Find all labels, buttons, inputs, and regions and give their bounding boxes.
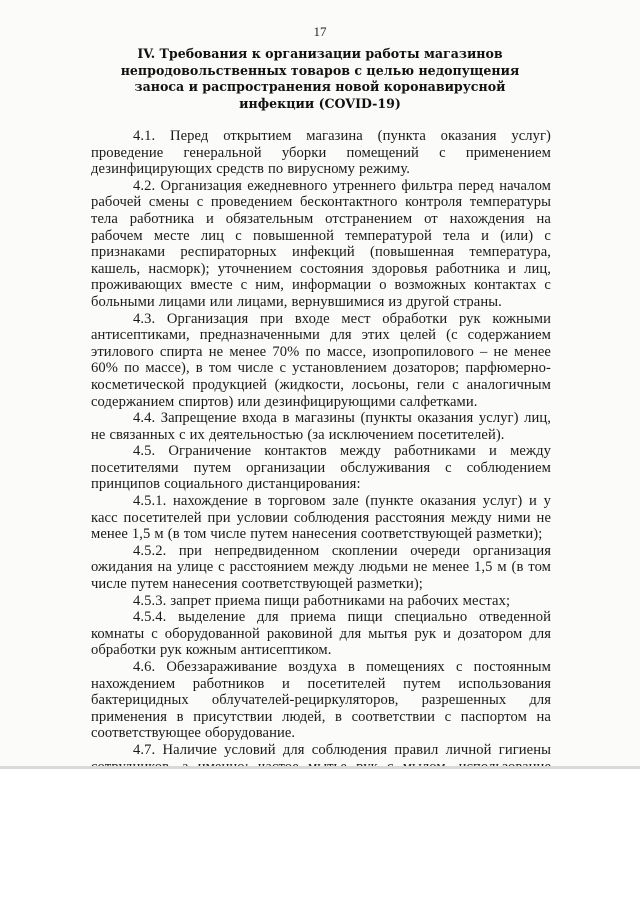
section-heading: IV. Требования к организации работы магазинов непродовольственных товаров с целью недопущения заноса и распространения новой коронавирусной инфекции (COVID-19) [120,46,520,111]
paragraph-4-3: 4.3. Организация при входе мест обработки рук кожными антисептиками, предназначенными для этих целей (с содержанием этилового спирта не менее 70% по массе, изопропилового – не менее 60% по массе), в том числе с установлением дозаторов; парфюмерно-косметической продукцией (жидкости, лосьоны, гели с аналогичным содержанием спиртов) или дезинфицирующими салфетками. [91,310,551,410]
document-body [91,128,551,842]
page-number: 17 [313,24,327,39]
paragraph-4-5-2: 4.5.2. при непредвиденном скоплении очереди организация ожидания на улице с расстоянием между людьми не менее 1,5 м (в том числе путем нанесения соответствующей разметки); [91,542,551,593]
paragraph-4-5: 4.5. Ограничение контактов между работниками и между посетителями путем организации обслуживания с соблюдением принципов социального дистанцирования: [91,443,551,493]
paragraph-4-5-3: 4.5.3. запрет приема пищи работниками на рабочих местах; [133,592,511,609]
paragraph-4-4: 4.4. Запрещение входа в магазины (пункты оказания услуг) лиц, не связанных с их деятельностью (за исключением посетителей). [91,410,551,443]
paragraph-4-7: 4.7. Наличие условий для соблюдения правил личной гигиены [133,741,551,758]
paragraph-4-1: 4.1. Перед открытием магазина (пункта оказания услуг) проведение генеральной уборки помещений с применением дезинфицирующих средств по вирусному режиму. [91,128,551,178]
paragraph-4-2: 4.2. Организация ежедневного утреннего фильтра перед началом рабочей смены с проведением бесконтактного контроля температуры тела работника и обязательным отстранением от нахождения на рабочем месте лиц с повышенной температурой тела и (или) с признаками респираторных инфекций (повышенная температура, кашель, насморк); уточнением состояния здоровья работника и лиц, проживающих вместе с ним, информации о возможных контактах с больными лицами или лицами, вернувшимися из другой страны. [91,177,551,310]
paragraph-4-5-1: 4.5.1. нахождение в торговом зале (пункте оказания услуг) и у касс посетителей при условии соблюдения расстояния между ними не менее 1,5 м (в том числе путем нанесения соответствующей разметки); [91,493,551,543]
blank-area [0,769,640,905]
paragraph-4-6: 4.6. Обеззараживание воздуха в помещениях с постоянным нахождением работников и посетителей путем использования бактерицидных облучателей-рециркуляторов, разрешенных для применения в присутствии людей, в соответствии с паспортом на соответствующее оборудование. [91,659,551,742]
paragraph-4-5-4: 4.5.4. выделение для приема пищи специально отведенной комнаты с оборудованной раковиной для мытья рук и дозатором для обработки рук кожным антисептиком. [91,609,551,659]
